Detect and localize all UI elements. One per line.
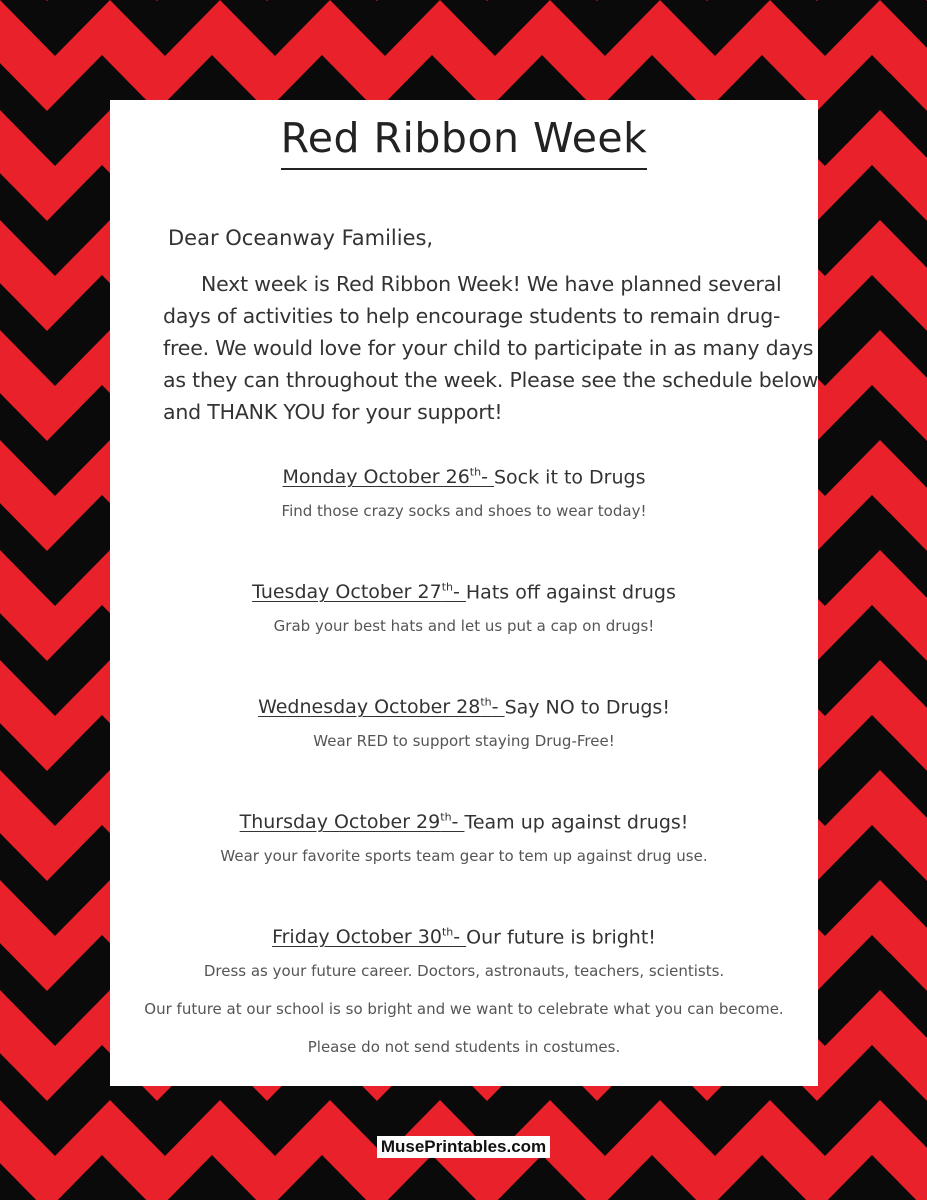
- schedule-monday: [110, 466, 818, 520]
- day-heading: [110, 696, 818, 718]
- day-theme: Say NO to Drugs!: [504, 696, 670, 719]
- watermark: [0, 1136, 927, 1158]
- letter-body: Next week is Red Ribbon Week! We have planned several days of activities to help encourage students to remain drug-free. We would love for your child to participate in as many days as they can throughout the week. Please see the schedule below and THANK YOU for your support!: [163, 272, 819, 424]
- day-date-text: Wednesday October 28: [258, 696, 481, 719]
- day-theme: Sock it to Drugs: [494, 466, 646, 489]
- day-date-text: Thursday October 29: [239, 811, 441, 834]
- day-date: [282, 466, 494, 488]
- day-description: Grab your best hats and let us put a cap on drugs!: [273, 617, 655, 636]
- day-description-line: Please do not send students in costumes.: [307, 1038, 621, 1057]
- day-theme: Hats off against drugs: [465, 581, 676, 604]
- day-date: [258, 696, 505, 718]
- day-theme: Our future is bright!: [466, 926, 656, 949]
- day-description: [110, 952, 818, 1066]
- day-date-suffix: th: [480, 696, 492, 709]
- salutation: Dear Oceanway Families,: [168, 226, 434, 250]
- title-text: Red Ribbon Week: [281, 114, 648, 170]
- day-date-dash: -: [452, 581, 466, 604]
- day-description: Wear your favorite sports team gear to tem up against drug use.: [220, 847, 708, 866]
- day-theme: Team up against drugs!: [464, 811, 689, 834]
- day-date-dash: -: [451, 811, 465, 834]
- day-date-dash: -: [453, 926, 467, 949]
- day-heading: [110, 466, 818, 488]
- day-heading: [110, 811, 818, 833]
- day-heading: [110, 581, 818, 603]
- day-date-suffix: th: [440, 811, 452, 824]
- schedule-friday: [110, 926, 818, 1066]
- watermark-text: MusePrintables.com: [377, 1136, 550, 1158]
- day-description: Wear RED to support staying Drug-Free!: [313, 732, 615, 751]
- day-heading: [110, 926, 818, 948]
- schedule-tuesday: [110, 581, 818, 635]
- day-date-dash: -: [481, 466, 494, 489]
- day-date-suffix: th: [441, 926, 454, 939]
- day-date-suffix: th: [469, 466, 482, 479]
- day-description-line: Our future at our school is so bright and we want to celebrate what you can become.: [144, 1000, 784, 1019]
- day-date: [252, 581, 466, 603]
- letter-paper: [110, 100, 818, 1086]
- schedule-thursday: [110, 811, 818, 865]
- day-date: [240, 811, 465, 833]
- day-description-line: Dress as your future career. Doctors, astronauts, teachers, scientists.: [203, 962, 725, 981]
- schedule-wednesday: [110, 696, 818, 750]
- page-title: [110, 114, 818, 170]
- day-description: Find those crazy socks and shoes to wear today!: [281, 502, 647, 521]
- day-date-text: Monday October 26: [282, 466, 470, 489]
- day-date-dash: -: [491, 696, 505, 719]
- day-date-text: Tuesday October 27: [252, 581, 442, 604]
- day-date: [272, 926, 466, 948]
- day-date-suffix: th: [441, 581, 453, 594]
- day-date-text: Friday October 30: [272, 926, 442, 949]
